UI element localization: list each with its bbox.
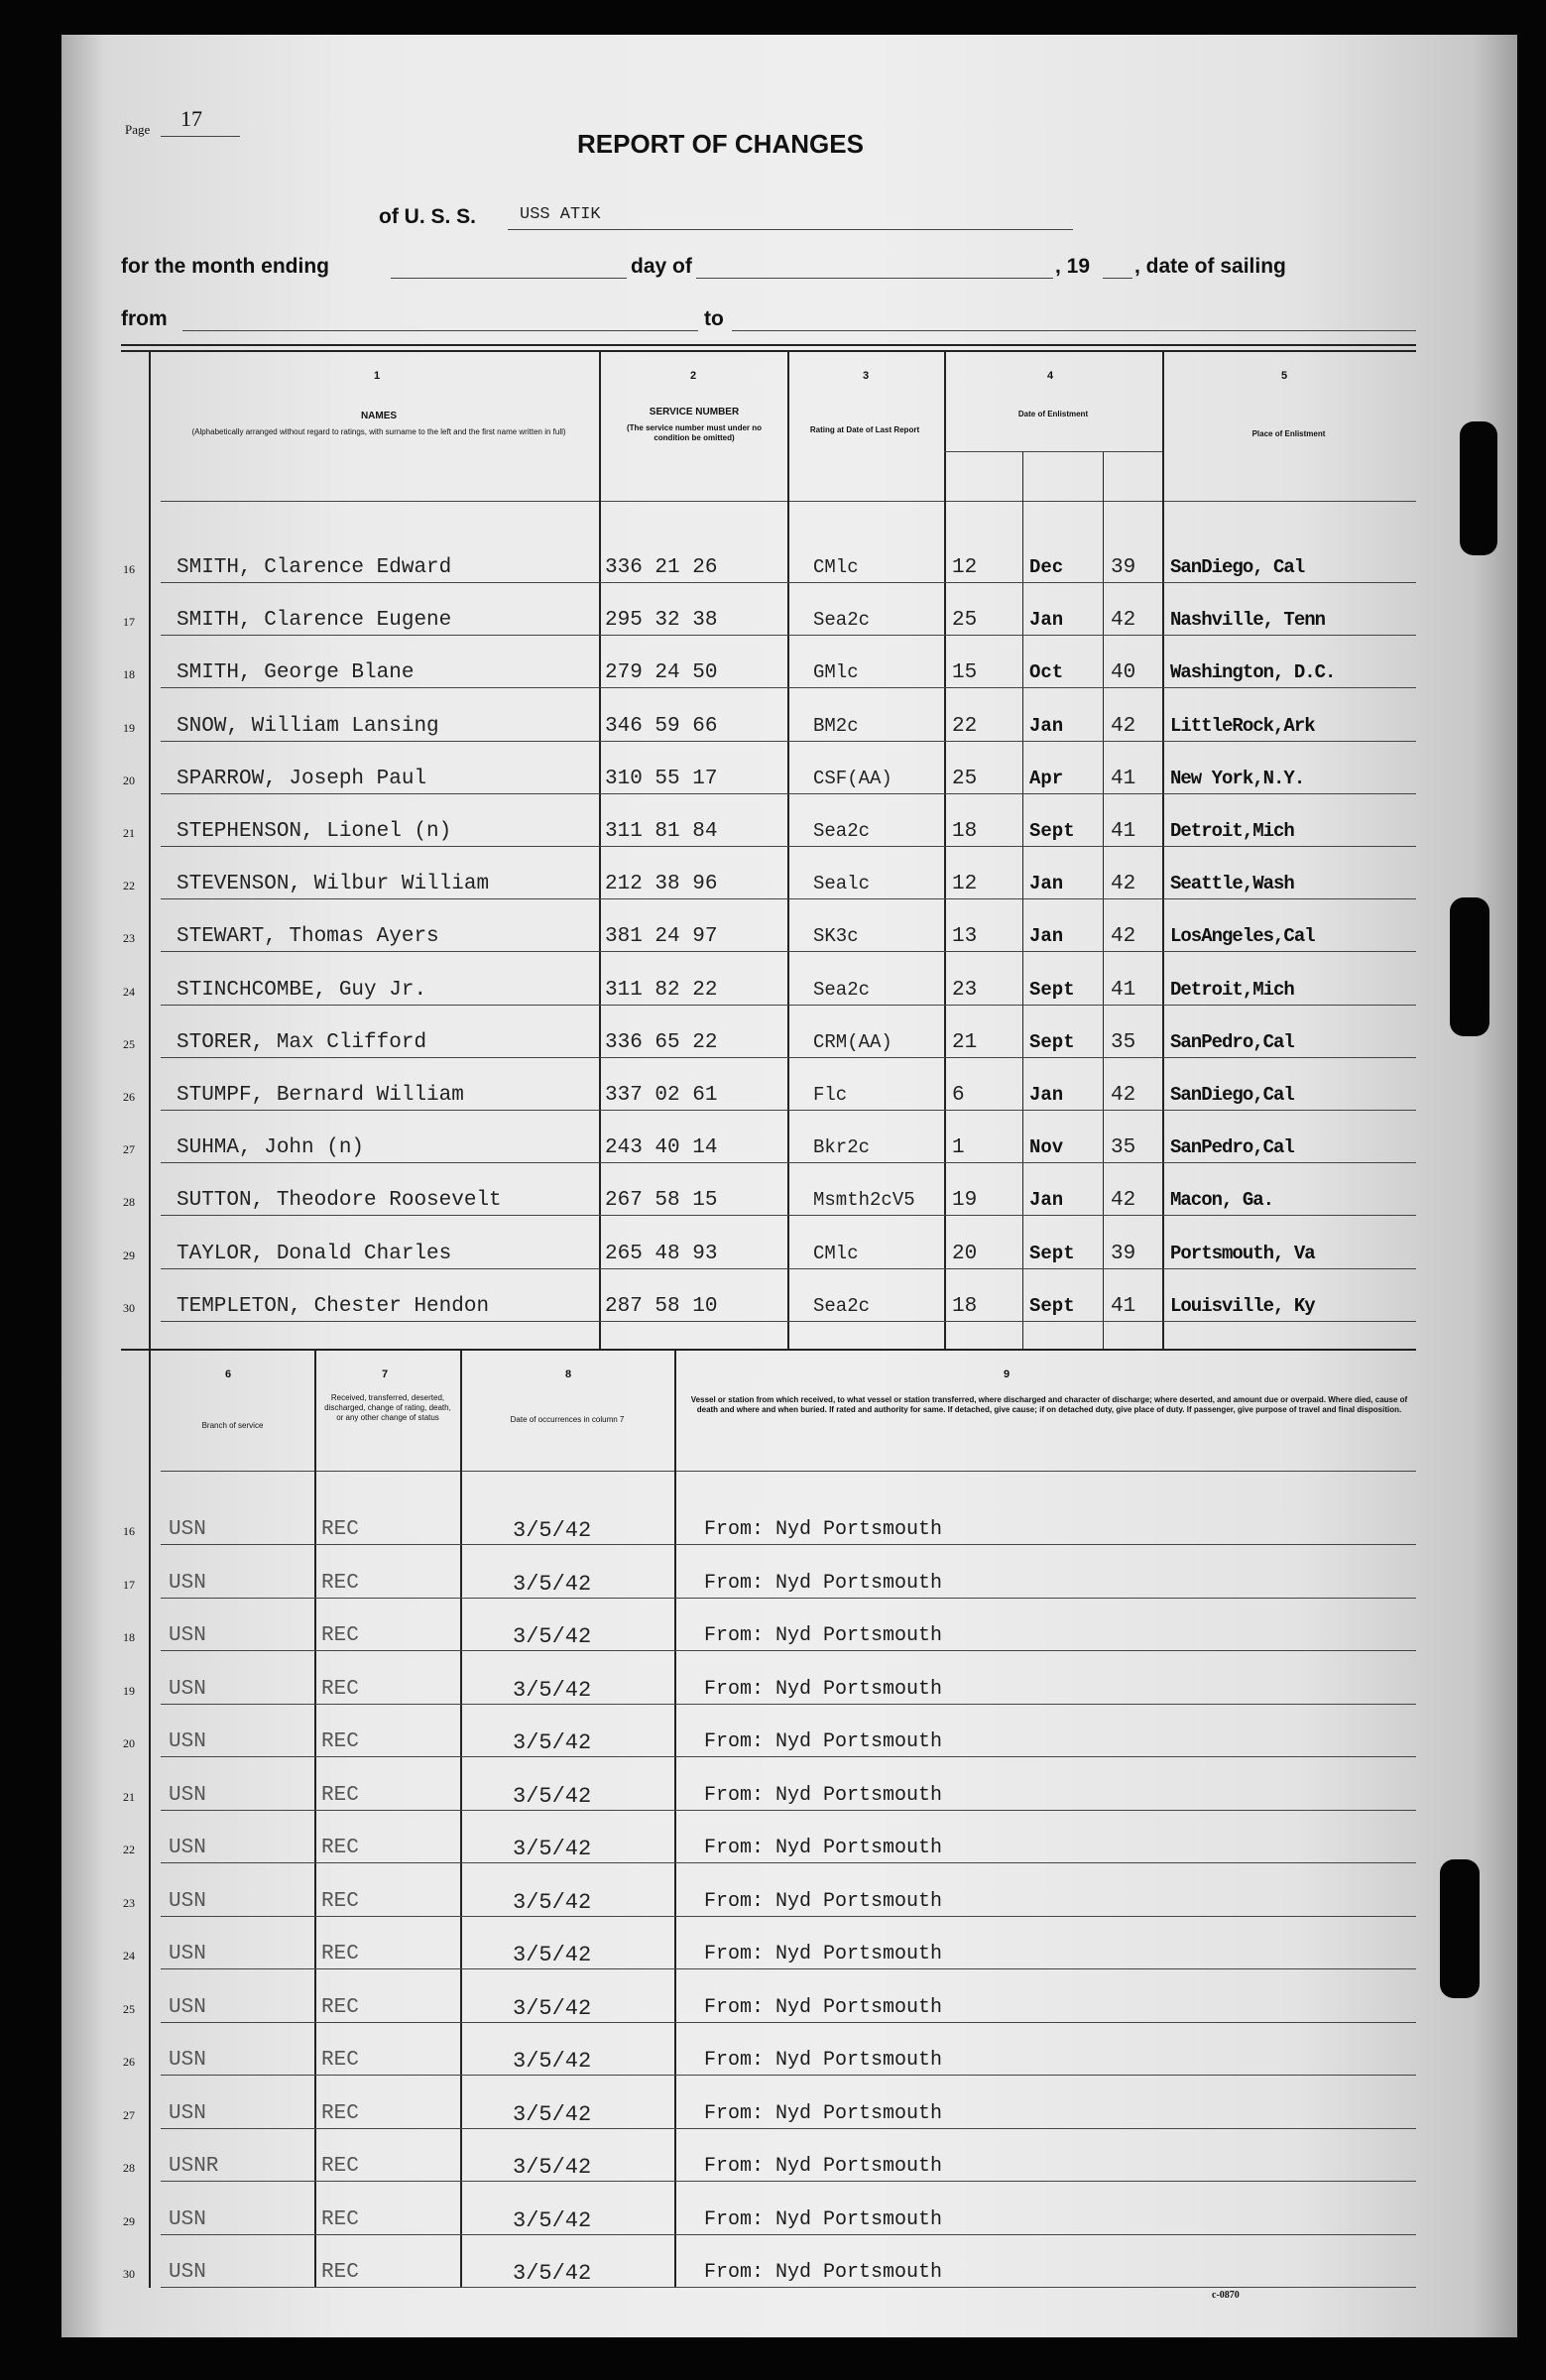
occurrence-date: 3/5/42 — [513, 2049, 592, 2074]
row-number: 17 — [123, 1577, 135, 1592]
occurrence-date: 3/5/42 — [513, 2101, 592, 2127]
change-of-status: REC — [321, 1889, 359, 1913]
sailor-name: SUTTON, Theodore Roosevelt — [177, 1189, 502, 1213]
row-number: 21 — [123, 826, 135, 840]
change-of-status: REC — [321, 1837, 359, 1859]
enlist-place: SanDiego,Cal — [1170, 1084, 1294, 1106]
enlist-place: Detroit,Mich — [1170, 978, 1294, 1001]
occurrence-date: 3/5/42 — [513, 1943, 592, 1967]
row-number: 22 — [123, 1843, 135, 1856]
service-number: 311 81 84 — [605, 820, 718, 843]
enlist-day: 13 — [952, 925, 978, 949]
row-number: 26 — [123, 1090, 135, 1104]
enlist-day: 18 — [952, 820, 978, 843]
branch-of-service: USNR — [169, 2155, 219, 2178]
row-number: 18 — [123, 1630, 135, 1644]
remarks: From: Nyd Portsmouth — [704, 1995, 943, 2019]
enlist-year: 41 — [1111, 820, 1136, 843]
enlist-place: Seattle,Wash — [1170, 873, 1294, 895]
ship-label: of U. S. S. — [379, 205, 477, 228]
remarks: From: Nyd Portsmouth — [704, 1943, 943, 1965]
change-of-status: REC — [321, 1677, 359, 1701]
row-number: 25 — [123, 1036, 135, 1051]
binder-clip — [1440, 1859, 1480, 1998]
row-number: 27 — [123, 1142, 135, 1157]
col2-title: SERVICE NUMBER — [649, 407, 740, 417]
from-label: from — [121, 307, 168, 330]
date-of-sailing-label: , date of sailing — [1134, 255, 1286, 278]
occurrence-date: 3/5/42 — [513, 1518, 592, 1543]
change-of-status: REC — [321, 1518, 359, 1541]
col3-title: Rating at Date of Last Report — [809, 425, 920, 434]
sailor-name: STINCHCOMBE, Guy Jr. — [177, 978, 427, 1002]
rating: CMlc — [813, 556, 859, 578]
service-number: 295 32 38 — [605, 609, 718, 633]
change-of-status: REC — [321, 2207, 359, 2231]
branch-of-service: USN — [169, 1624, 206, 1647]
row-number: 19 — [123, 1683, 135, 1698]
binder-clip — [1450, 897, 1489, 1036]
enlist-day: 25 — [952, 767, 978, 790]
row-number: 28 — [123, 2161, 135, 2175]
service-number: 212 38 96 — [605, 873, 718, 896]
sailor-name: SNOW, William Lansing — [177, 714, 439, 738]
remarks: From: Nyd Portsmouth — [704, 2207, 943, 2231]
enlist-day: 18 — [952, 1294, 978, 1318]
service-number: 287 58 10 — [605, 1294, 718, 1318]
row-number: 30 — [123, 1300, 135, 1315]
occurrence-date: 3/5/42 — [513, 1995, 592, 2021]
row-number: 24 — [123, 984, 135, 999]
enlist-day: 6 — [952, 1084, 965, 1107]
col7-number: 7 — [382, 1368, 389, 1380]
enlist-year: 35 — [1111, 1136, 1136, 1160]
enlist-day: 25 — [952, 609, 978, 633]
occurrence-date: 3/5/42 — [513, 1677, 592, 1703]
occurrence-date: 3/5/42 — [513, 2261, 592, 2286]
service-number: 267 58 15 — [605, 1189, 718, 1213]
row-number: 16 — [123, 1524, 135, 1538]
rating: BM2c — [813, 714, 859, 737]
enlist-month: Sept — [1029, 978, 1075, 1001]
enlist-year: 35 — [1111, 1030, 1136, 1054]
enlist-place: Portsmouth, Va — [1170, 1242, 1315, 1264]
col9-title: Vessel or station from which received, to what vessel or station transferred, where discharged and character of discharge; where deserted, and amount due or overpaid. Where died, cause of death and where and when buried. If rated and authority for same. If detached, give cause; if on detached duty, give place of duty. If passenger, give purpose of travel and final disposition. — [690, 1395, 1408, 1414]
row-number: 29 — [123, 2213, 135, 2228]
enlist-day: 12 — [952, 556, 978, 579]
enlist-year: 42 — [1111, 873, 1136, 896]
remarks: From: Nyd Portsmouth — [704, 1624, 943, 1647]
page-label: Page — [125, 122, 151, 137]
col4-title: Date of Enlistment — [1017, 410, 1089, 418]
row-number: 20 — [123, 773, 135, 787]
rating: Sea2c — [813, 978, 871, 1001]
enlist-month: Jan — [1029, 925, 1064, 948]
change-of-status: REC — [321, 1730, 359, 1753]
col2-note: (The service number must under no condition be omitted) — [626, 423, 763, 442]
enlist-year: 39 — [1111, 1242, 1136, 1265]
binder-clip — [1460, 421, 1497, 555]
enlist-month: Jan — [1029, 873, 1064, 895]
enlist-place: Washington, D.C. — [1170, 661, 1336, 684]
col5-number: 5 — [1281, 370, 1288, 382]
enlist-month: Jan — [1029, 714, 1064, 737]
enlist-place: Nashville, Tenn — [1170, 609, 1326, 632]
row-number: 30 — [123, 2267, 135, 2281]
occurrence-date: 3/5/42 — [513, 2207, 592, 2233]
sailor-name: SMITH, Clarence Edward — [177, 556, 452, 579]
enlist-year: 42 — [1111, 925, 1136, 949]
enlist-month: Sept — [1029, 1030, 1075, 1053]
col9-number: 9 — [1004, 1368, 1011, 1380]
enlist-month: Nov — [1029, 1136, 1064, 1159]
enlist-day: 23 — [952, 978, 978, 1002]
enlist-month: Jan — [1029, 1084, 1064, 1106]
sailor-name: TAYLOR, Donald Charles — [177, 1242, 452, 1265]
page-number: 17 — [180, 106, 202, 131]
service-number: 311 82 22 — [605, 978, 718, 1002]
occurrence-date: 3/5/42 — [513, 1624, 592, 1649]
rating: Sea2c — [813, 609, 871, 632]
remarks: From: Nyd Portsmouth — [704, 1571, 943, 1595]
row-number: 29 — [123, 1248, 135, 1262]
enlist-month: Jan — [1029, 609, 1064, 632]
enlist-year: 39 — [1111, 556, 1136, 579]
change-of-status: REC — [321, 1624, 359, 1647]
enlist-place: New York,N.Y. — [1170, 767, 1305, 789]
enlist-place: SanPedro,Cal — [1170, 1030, 1294, 1053]
enlist-day: 15 — [952, 661, 978, 685]
enlist-month: Jan — [1029, 1189, 1064, 1212]
rating: Msmth2cV5 — [813, 1189, 915, 1212]
day-of-label: day of — [631, 255, 692, 278]
branch-of-service: USN — [169, 2207, 206, 2231]
branch-of-service: USN — [169, 1837, 206, 1859]
rating: GMlc — [813, 661, 859, 684]
branch-of-service: USN — [169, 1518, 206, 1541]
row-number: 23 — [123, 931, 135, 946]
service-number: 337 02 61 — [605, 1084, 718, 1107]
branch-of-service: USN — [169, 2101, 206, 2125]
col1-note: (Alphabetically arranged without regard to ratings, with surname to the left and the first name written in full) — [191, 427, 566, 436]
remarks: From: Nyd Portsmouth — [704, 1783, 943, 1807]
page-title: REPORT OF CHANGES — [577, 129, 864, 159]
row-number: 17 — [123, 615, 135, 630]
col8-title: Date of occurrences in column 7 — [510, 1415, 625, 1424]
enlist-month: Dec — [1029, 556, 1064, 578]
enlist-place: LosAngeles,Cal — [1170, 925, 1315, 948]
rating: CSF(AA) — [813, 767, 892, 789]
enlist-year: 41 — [1111, 978, 1136, 1002]
col8-number: 8 — [565, 1368, 572, 1380]
rating: Sea2c — [813, 820, 871, 842]
col2-number: 2 — [690, 370, 697, 382]
enlist-place: Detroit,Mich — [1170, 820, 1294, 842]
service-number: 265 48 93 — [605, 1242, 718, 1265]
enlist-place: Louisville, Ky — [1170, 1294, 1315, 1317]
row-number: 21 — [123, 1789, 135, 1804]
row-number: 16 — [123, 562, 135, 576]
sailor-name: SPARROW, Joseph Paul — [177, 767, 427, 790]
col1-number: 1 — [374, 370, 381, 382]
remarks: From: Nyd Portsmouth — [704, 2155, 943, 2178]
to-label: to — [704, 307, 724, 330]
col5-title: Place of Enlistment — [1251, 429, 1326, 438]
change-of-status: REC — [321, 2049, 359, 2072]
change-of-status: REC — [321, 2101, 359, 2125]
change-of-status: REC — [321, 2261, 359, 2284]
service-number: 336 65 22 — [605, 1030, 718, 1054]
enlist-day: 20 — [952, 1242, 978, 1265]
enlist-year: 42 — [1111, 1189, 1136, 1213]
sailor-name: STEPHENSON, Lionel (n) — [177, 820, 452, 843]
enlist-day: 12 — [952, 873, 978, 896]
enlist-month: Apr — [1029, 767, 1064, 789]
sailor-name: STORER, Max Clifford — [177, 1030, 427, 1054]
col7-title: Received, transferred, deserted, discharged, change of rating, death, or any other change of status — [324, 1393, 451, 1422]
enlist-month: Oct — [1029, 661, 1064, 684]
document-page — [61, 35, 1517, 2337]
enlist-year: 42 — [1111, 1084, 1136, 1107]
rating: Sea2c — [813, 1294, 871, 1317]
change-of-status: REC — [321, 1995, 359, 2019]
enlist-year: 42 — [1111, 714, 1136, 738]
col6-title: Branch of service — [201, 1421, 264, 1430]
sailor-name: STEWART, Thomas Ayers — [177, 925, 439, 949]
enlist-place: SanPedro,Cal — [1170, 1136, 1294, 1159]
remarks: From: Nyd Portsmouth — [704, 2261, 943, 2284]
occurrence-date: 3/5/42 — [513, 1889, 592, 1915]
enlist-day: 19 — [952, 1189, 978, 1213]
remarks: From: Nyd Portsmouth — [704, 2101, 943, 2125]
enlist-month: Sept — [1029, 1242, 1075, 1264]
service-number: 310 55 17 — [605, 767, 718, 790]
service-number: 336 21 26 — [605, 556, 718, 579]
enlist-year: 40 — [1111, 661, 1136, 685]
row-number: 24 — [123, 1949, 135, 1963]
sailor-name: SUHMA, John (n) — [177, 1136, 365, 1160]
sailor-name: SMITH, Clarence Eugene — [177, 609, 452, 633]
row-number: 20 — [123, 1736, 135, 1750]
change-of-status: REC — [321, 2155, 359, 2178]
rating: Bkr2c — [813, 1136, 871, 1159]
branch-of-service: USN — [169, 1889, 206, 1913]
enlist-place: SanDiego, Cal — [1170, 556, 1305, 578]
enlist-day: 22 — [952, 714, 978, 738]
service-number: 346 59 66 — [605, 714, 718, 738]
row-number: 25 — [123, 2001, 135, 2016]
branch-of-service: USN — [169, 1677, 206, 1701]
remarks: From: Nyd Portsmouth — [704, 1518, 943, 1541]
branch-of-service: USN — [169, 2261, 206, 2284]
branch-of-service: USN — [169, 1730, 206, 1753]
branch-of-service: USN — [169, 1783, 206, 1807]
occurrence-date: 3/5/42 — [513, 1837, 592, 1861]
remarks: From: Nyd Portsmouth — [704, 1730, 943, 1753]
row-number: 19 — [123, 720, 135, 735]
change-of-status: REC — [321, 1783, 359, 1807]
branch-of-service: USN — [169, 1995, 206, 2019]
change-of-status: REC — [321, 1943, 359, 1965]
rating: CRM(AA) — [813, 1030, 892, 1053]
col6-number: 6 — [225, 1368, 232, 1380]
row-number: 23 — [123, 1895, 135, 1910]
remarks: From: Nyd Portsmouth — [704, 1837, 943, 1859]
occurrence-date: 3/5/42 — [513, 1783, 592, 1809]
sailor-name: STUMPF, Bernard William — [177, 1084, 464, 1107]
enlist-year: 41 — [1111, 767, 1136, 790]
row-number: 18 — [123, 667, 135, 682]
sailor-name: STEVENSON, Wilbur William — [177, 873, 490, 896]
row-number: 22 — [123, 879, 135, 893]
ship-name: USS ATIK — [520, 205, 601, 224]
row-number: 28 — [123, 1195, 135, 1210]
service-number: 243 40 14 — [605, 1136, 718, 1160]
enlist-day: 1 — [952, 1136, 965, 1160]
branch-of-service: USN — [169, 2049, 206, 2072]
form-code: c-0870 — [1212, 2290, 1240, 2301]
col3-number: 3 — [863, 370, 870, 382]
year-label: , 19 — [1055, 255, 1091, 278]
remarks: From: Nyd Portsmouth — [704, 1677, 943, 1701]
rating: Sealc — [813, 873, 871, 895]
service-number: 279 24 50 — [605, 661, 718, 685]
enlist-place: LittleRock,Ark — [1170, 714, 1315, 737]
enlist-year: 41 — [1111, 1294, 1136, 1318]
col1-title: NAMES — [360, 411, 398, 421]
col4-number: 4 — [1047, 370, 1054, 382]
occurrence-date: 3/5/42 — [513, 1571, 592, 1597]
rating: SK3c — [813, 925, 859, 948]
month-ending-label: for the month ending — [121, 255, 329, 278]
sailor-name: SMITH, George Blane — [177, 661, 415, 685]
occurrence-date: 3/5/42 — [513, 2155, 592, 2180]
enlist-year: 42 — [1111, 609, 1136, 633]
occurrence-date: 3/5/42 — [513, 1730, 592, 1755]
remarks: From: Nyd Portsmouth — [704, 2049, 943, 2072]
enlist-day: 21 — [952, 1030, 978, 1054]
change-of-status: REC — [321, 1571, 359, 1595]
row-number: 26 — [123, 2055, 135, 2069]
branch-of-service: USN — [169, 1943, 206, 1965]
row-number: 27 — [123, 2107, 135, 2122]
rating: CMlc — [813, 1242, 859, 1264]
rating: Flc — [813, 1084, 848, 1106]
enlist-month: Sept — [1029, 820, 1075, 842]
sailor-name: TEMPLETON, Chester Hendon — [177, 1294, 490, 1318]
service-number: 381 24 97 — [605, 925, 718, 949]
branch-of-service: USN — [169, 1571, 206, 1595]
enlist-place: Macon, Ga. — [1170, 1189, 1274, 1212]
remarks: From: Nyd Portsmouth — [704, 1889, 943, 1913]
enlist-month: Sept — [1029, 1294, 1075, 1317]
